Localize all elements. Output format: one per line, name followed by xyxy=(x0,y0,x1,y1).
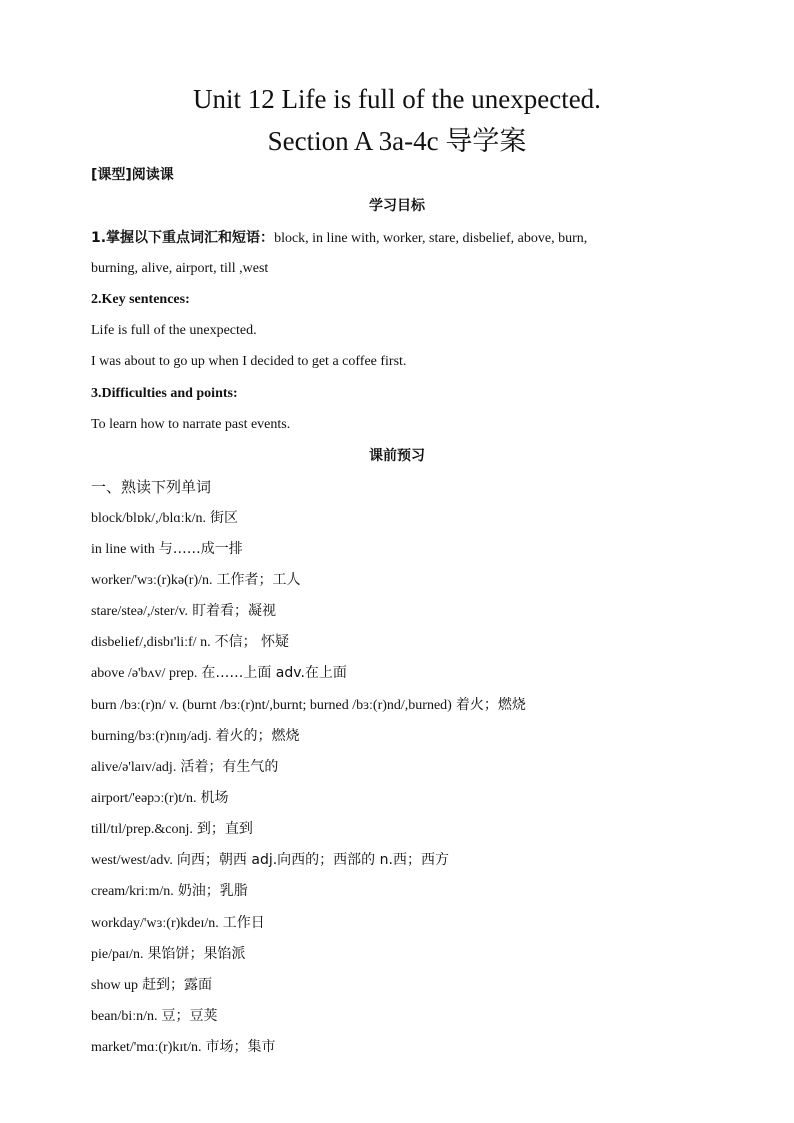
vocab-item-alive: alive/ə'laɪv/adj. 活着；有生气的 xyxy=(91,759,279,775)
vocab-item-in-line-with: in line with 与……成一排 xyxy=(91,541,243,557)
goal-item-1-text: block, in line with, worker, stare, disbelief, above, burn, xyxy=(274,231,588,246)
vocab-item-cream: cream/kriːm/n. 奶油；乳脂 xyxy=(91,883,248,899)
goal-item-3-text: To learn how to narrate past events. xyxy=(91,417,291,432)
vocab-item-above: above /ə'bʌv/ prep. 在……上面 adv.在上面 xyxy=(91,665,347,681)
preview-heading: 课前预习 xyxy=(369,448,425,464)
vocab-item-show-up: show up 赶到；露面 xyxy=(91,977,213,993)
vocab-item-pie: pie/paɪ/n. 果馅饼；果馅派 xyxy=(91,946,246,962)
preview-intro: 一、熟读下列单词 xyxy=(91,478,212,496)
vocab-item-worker: worker/'wɜː(r)kə(r)/n. 工作者；工人 xyxy=(91,572,301,588)
goal-item-1-label: 1.掌握以下重点词汇和短语： xyxy=(91,230,275,246)
goal-item-2-label: 2.Key sentences: xyxy=(91,292,190,307)
goals-heading: 学习目标 xyxy=(369,198,425,214)
vocab-item-burn: burn /bɜː(r)n/ v. (burnt /bɜː(r)nt/,burnt; burned /bɜː(r)nd/,burned) 着火；燃烧 xyxy=(91,697,526,713)
key-sentence-2: I was about to go up when I decided to get a coffee first. xyxy=(91,354,407,369)
vocab-item-burning: burning/bɜː(r)nɪŋ/adj. 着火的；燃烧 xyxy=(91,728,300,744)
vocab-item-till: till/tɪl/prep.&conj. 到；直到 xyxy=(91,821,253,837)
vocab-item-west: west/west/adv. 向西；朝西 adj.向西的；西部的 n.西；西方 xyxy=(91,852,449,868)
vocab-item-disbelief: disbelief/,disbɪ'liːf/ n. 不信； 怀疑 xyxy=(91,634,290,650)
key-sentence-1: Life is full of the unexpected. xyxy=(91,323,257,338)
vocab-item-workday: workday/'wɜː(r)kdeɪ/n. 工作日 xyxy=(91,915,265,931)
vocab-item-market: market/'mɑː(r)kɪt/n. 市场；集市 xyxy=(91,1039,276,1055)
goal-item-3-label: 3.Difficulties and points: xyxy=(91,386,238,401)
goal-item-1-cont: burning, alive, airport, till ,west xyxy=(91,261,269,276)
title-line-1: Unit 12 Life is full of the unexpected. xyxy=(193,84,601,114)
title-line-2: Section A 3a-4c 导学案 xyxy=(267,126,527,156)
lesson-type: [课型]阅读课 xyxy=(91,167,174,183)
vocab-item-bean: bean/biːn/n. 豆；豆荚 xyxy=(91,1008,218,1024)
vocab-item-block: block/blɒk/,/blɑːk/n. 街区 xyxy=(91,510,238,526)
vocab-item-airport: airport/'eəpɔː(r)t/n. 机场 xyxy=(91,790,229,806)
goal-item-1 xyxy=(91,228,731,249)
vocab-item-stare: stare/steə/,/ster/v. 盯着看；凝视 xyxy=(91,603,277,619)
